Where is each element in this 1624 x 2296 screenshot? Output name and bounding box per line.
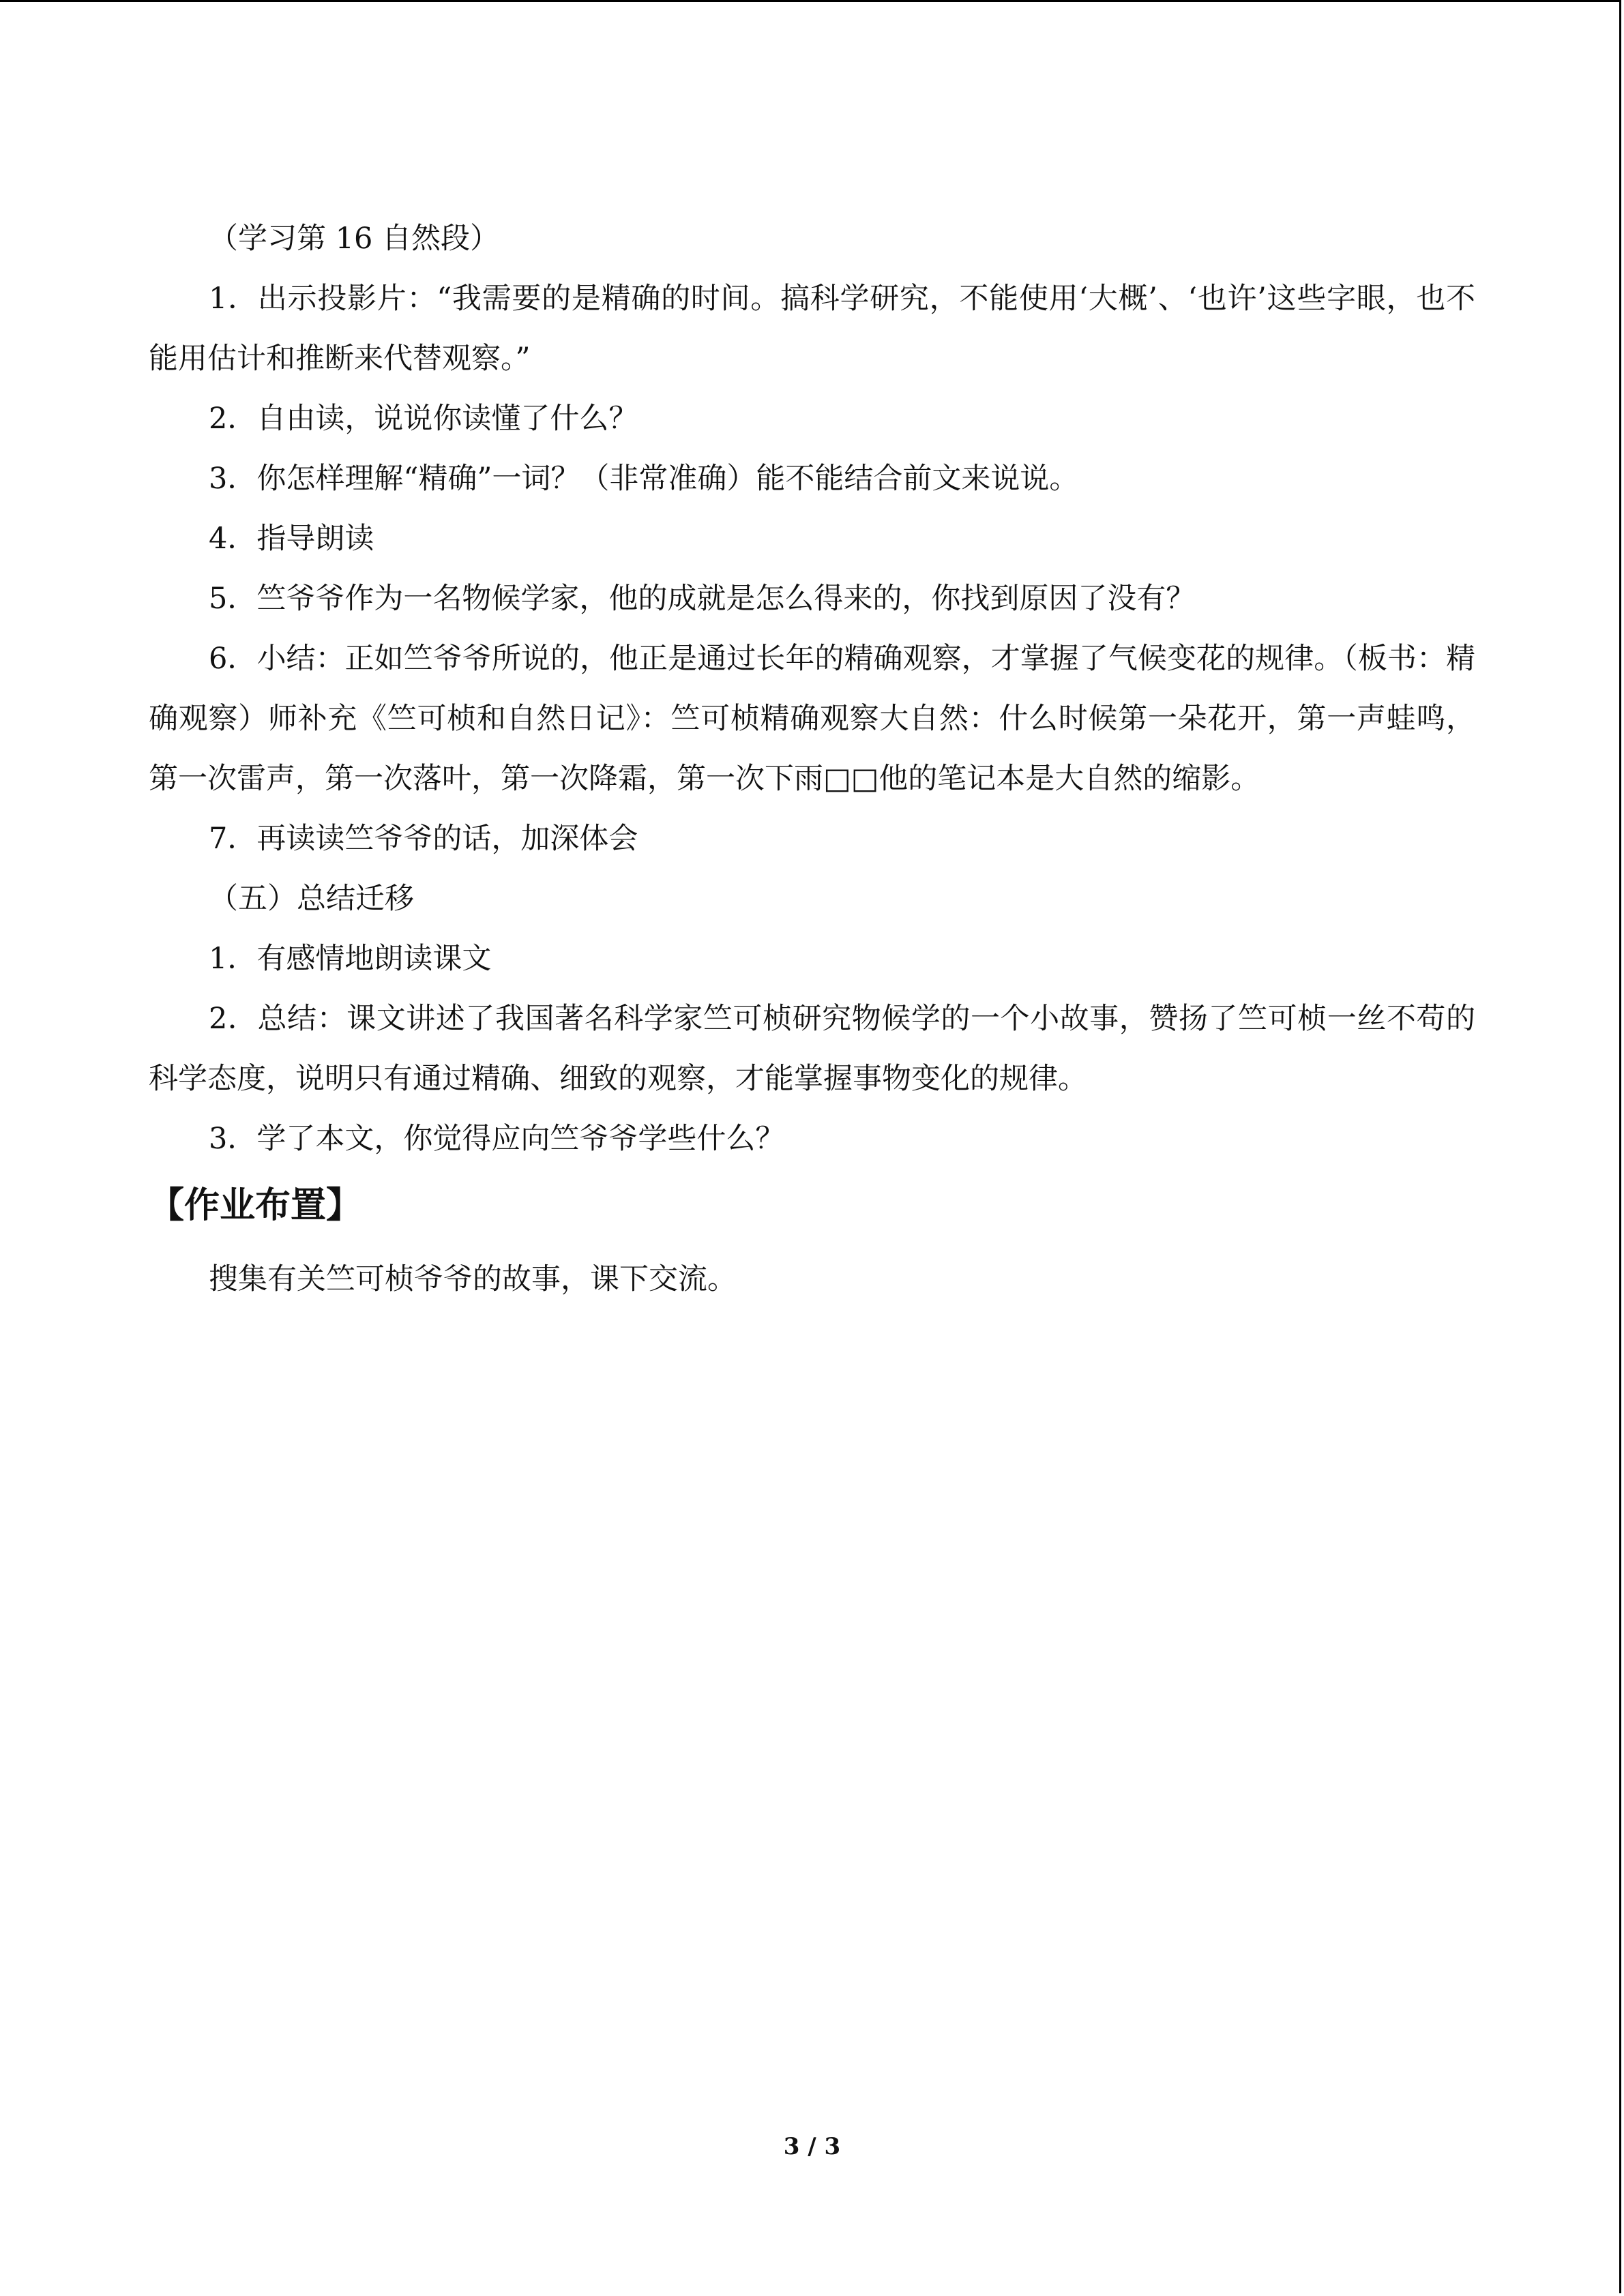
paragraph-step-2: 2．自由读，说说你读懂了什么？ <box>209 402 638 436</box>
paragraph-summary-2: 2．总结：课文讲述了我国著名科学家竺可桢研究物候学的一个小故事，赞扬了竺可桢一丝不苟的科学态度，说明只有通过精确、细致的观察，才能掌握事物变化的规律。 <box>149 1002 1475 1096</box>
paragraph-summary-3: 3．学了本文，你觉得应向竺爷爷学些什么？ <box>209 1122 785 1156</box>
document-body <box>149 209 1475 1311</box>
paragraph-section-label: （学习第 16 自然段） <box>209 222 500 256</box>
paragraph-step-7: 7．再读读竺爷爷的话，加深体会 <box>209 822 638 856</box>
paragraph-step-3: 3．你怎样理解“精确”一词？（非常准确）能不能结合前文来说说。 <box>209 462 1079 496</box>
paragraph-section-five: （五）总结迁移 <box>209 882 414 916</box>
paragraph-step-5: 5．竺爷爷作为一名物候学家，他的成就是怎么得来的，你找到原因了没有？ <box>209 582 1196 616</box>
paragraph-step-6: 6．小结：正如竺爷爷所说的，他正是通过长年的精确观察，才掌握了气候变花的规律。（板书：精确观察）师补充《竺可桢和自然日记》：竺可桢精确观察大自然：什么时候第一朵花开，第一声蛙鸣，第一次雷声，第一次落叶，第一次降霜，第一次下雨□□他的笔记本是大自然的缩影。 <box>149 642 1475 796</box>
page-number: 3 / 3 <box>783 2133 841 2160</box>
homework-heading: 【作业布置】 <box>149 1185 362 1226</box>
paragraph-step-1: 1．出示投影片：“我需要的是精确的时间。搞科学研究，不能使用‘大概’、‘也许’这些字眼，也不能用估计和推断来代替观察。” <box>149 282 1475 376</box>
homework-text: 搜集有关竺可桢爷爷的故事，课下交流。 <box>209 1262 737 1296</box>
paragraph-step-4: 4．指导朗读 <box>209 522 374 556</box>
paragraph-summary-1: 1．有感情地朗读课文 <box>209 942 492 976</box>
